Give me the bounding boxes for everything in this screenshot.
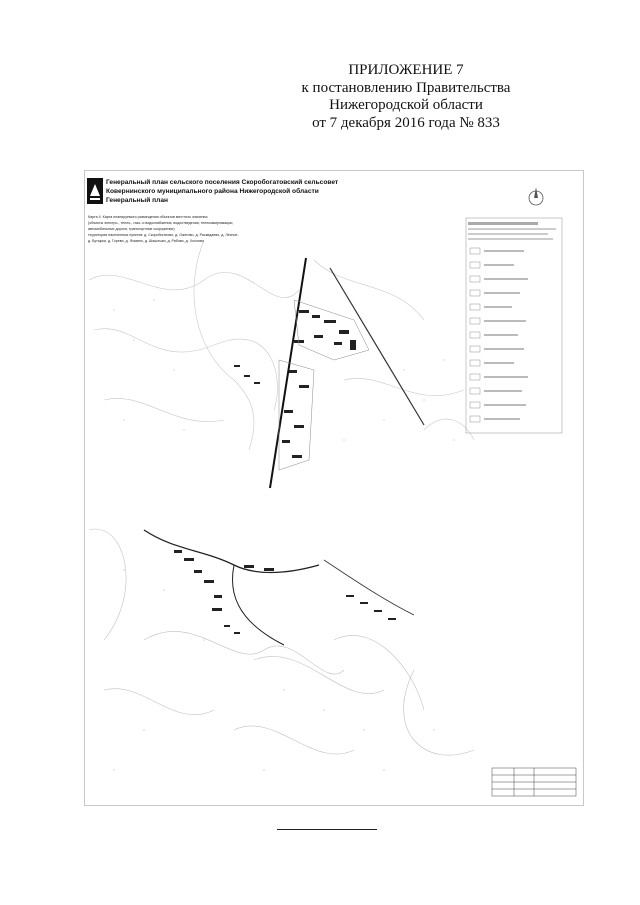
highway-line — [330, 268, 424, 425]
emblem-icon — [87, 178, 103, 204]
bottom-divider — [277, 829, 377, 830]
map-subtitle-line: автомобильные дороги, транспортные сооружения) — [88, 227, 175, 231]
lower-road-line — [144, 530, 319, 573]
appendix-date: от 7 декабря 2016 года № 833 — [312, 114, 500, 131]
residential-zones — [279, 300, 369, 470]
map-title — [106, 178, 396, 205]
map-legend — [466, 218, 562, 433]
drawing-title-block — [492, 768, 576, 796]
lower-road-line-3 — [324, 560, 414, 615]
appendix-header — [256, 62, 556, 132]
map-subtitle-line: (объекты электро-, тепло-, газо- и водоснабжения, водоотведения, телекоммуникации, — [88, 221, 234, 225]
map-subtitle-line: территории населенных пунктов: д. Скоробогатово, д. Ожегово, д. Раскидаево, д. Лесное, — [88, 233, 239, 237]
map-subtitle — [88, 214, 318, 244]
terrain-texture — [113, 299, 455, 441]
appendix-region: Нижегородской области — [329, 97, 483, 113]
lower-road-line-2 — [232, 565, 284, 645]
main-road-line — [270, 258, 306, 488]
map-subtitle-line: Карта 4. Карта планируемого размещения объектов местного значения — [88, 215, 208, 219]
map-title-line-2: Ковернинского муниципального района Нижегородской области — [106, 188, 319, 195]
settlement-buildings-lower — [174, 550, 396, 634]
north-arrow-icon — [529, 187, 543, 205]
terrain-texture-lower — [113, 569, 435, 771]
map-title-line-3: Генеральный план — [106, 197, 168, 204]
appendix-reference: к постановлению Правительства — [301, 79, 511, 96]
map-drawing — [84, 170, 584, 806]
appendix-number: ПРИЛОЖЕНИЕ 7 — [348, 62, 464, 78]
map-subtitle-line: д. Бутырки, д. Горево, д. Фомино, д. Шашлыки, д. Рябово, д. Хохлово — [88, 239, 204, 243]
general-plan-map — [84, 170, 584, 806]
lower-map-area — [89, 529, 474, 755]
map-title-line-1: Генеральный план сельского поселения Скоробогатовский сельсовет — [106, 179, 339, 186]
